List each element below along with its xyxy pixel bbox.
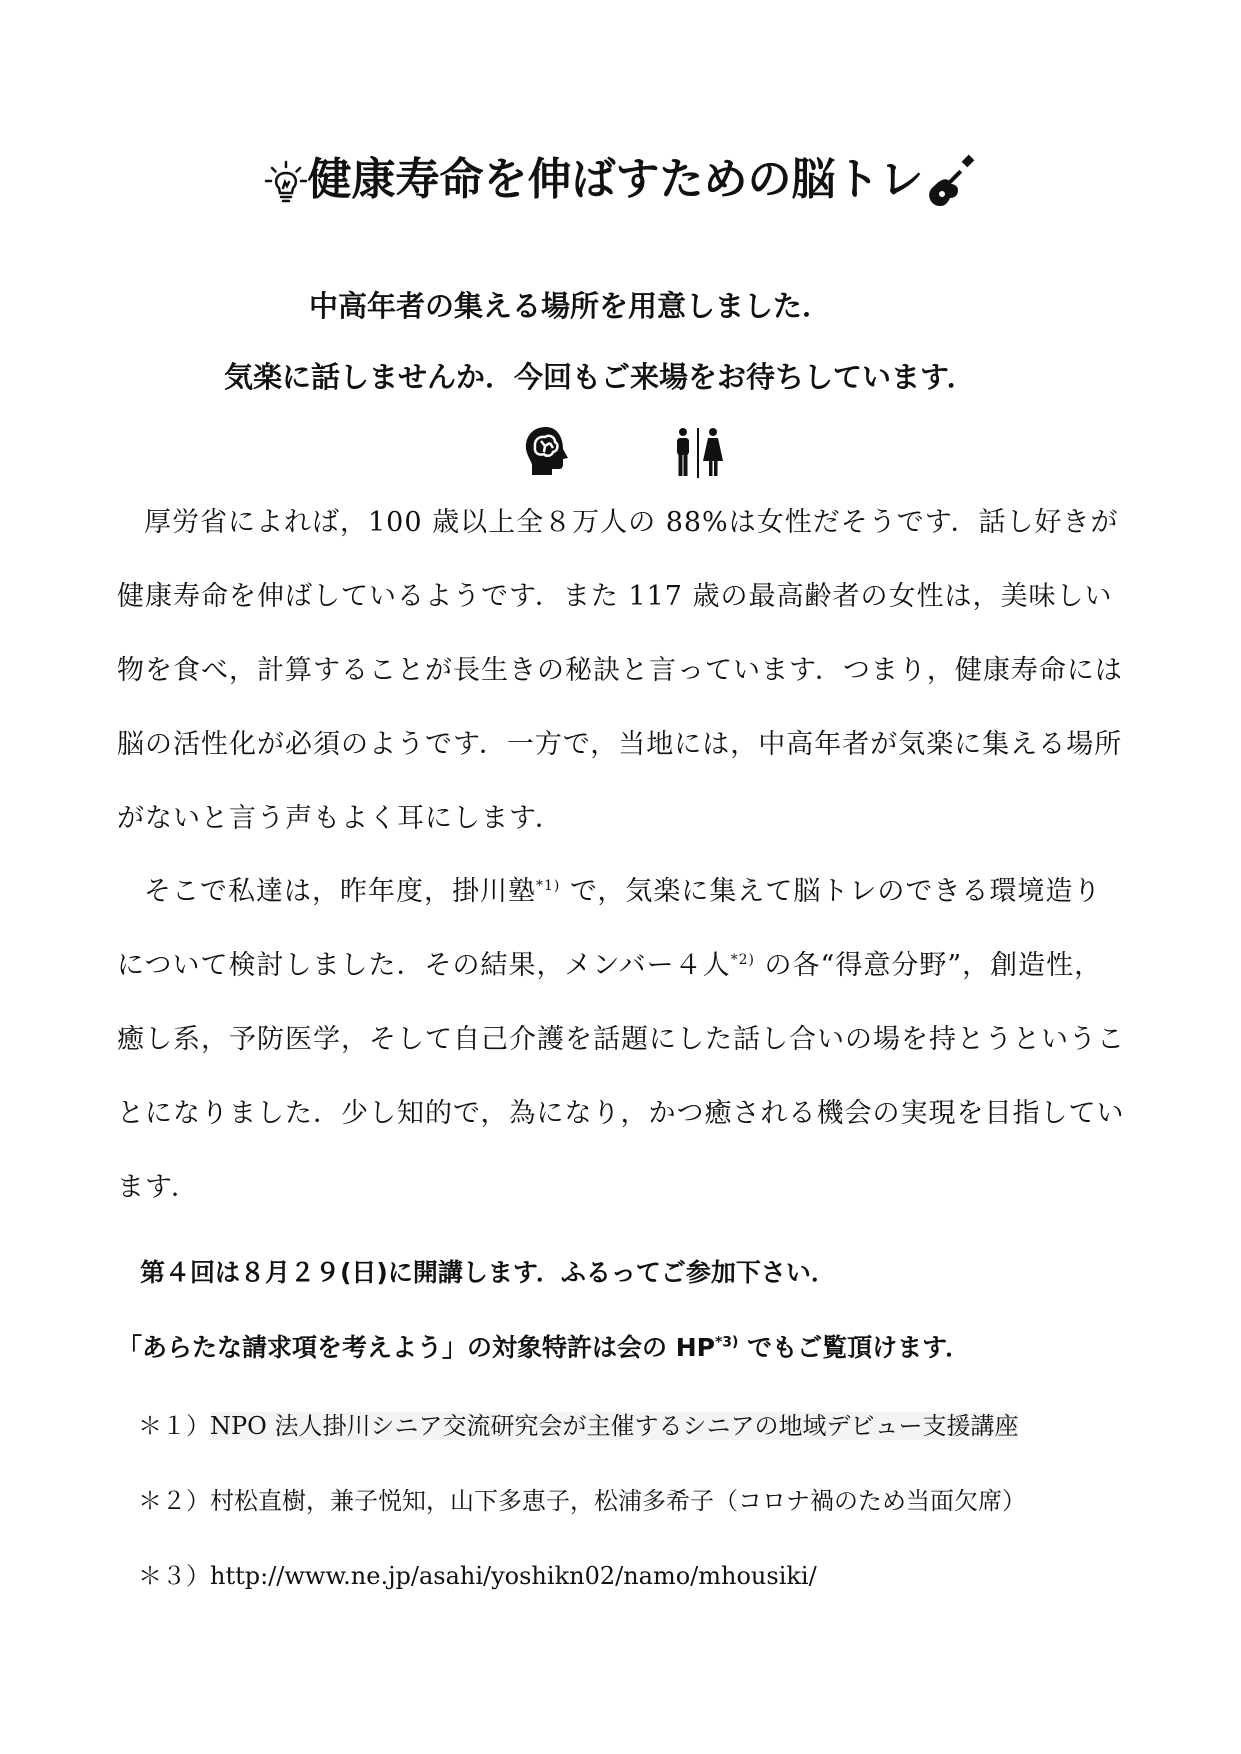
brain-head-icon xyxy=(522,425,572,477)
body-paragraph-2 xyxy=(117,855,1127,1225)
footnote-ref-1: *1) xyxy=(536,878,561,894)
patent-line-part-2: でもご覧頂けます． xyxy=(738,1333,971,1362)
restroom-icon xyxy=(672,427,724,479)
body-paragraph-1 xyxy=(117,486,1127,856)
paragraph-1-text: 厚労省によれば，100 歳以上全８万人の 88%は女性だそうです．話し好きが健康寿命を伸ばしているようです．また 117 歳の最高齢者の女性は，美味しい物を食べ，計算することが長生きの秘訣と言っています．つまり，健康寿命には脳の活性化が必須のようです．一方で，当地には，中高年者が気楽に集える場所がないと言う声もよく耳にします． xyxy=(117,507,1123,834)
guitar-icon xyxy=(924,154,978,210)
footnote-2-label: ＊２） xyxy=(138,1487,210,1515)
page-title xyxy=(0,150,1241,210)
footnote-1 xyxy=(138,1406,1018,1441)
subtitle-1: 中高年者の集える場所を用意しました． xyxy=(309,289,832,323)
patent-line-part-1: 「あらたな請求項を考えよう」の対象特許は会の HP xyxy=(117,1333,715,1362)
footnote-3-url[interactable]: http://www.ne.jp/asahi/yoshikn02/namo/mhousiki/ xyxy=(210,1562,817,1590)
footnote-3 xyxy=(138,1556,817,1591)
footnote-1-text: NPO 法人掛川シニア交流研究会が主催するシニアの地域デビュー支援講座 xyxy=(210,1412,1019,1440)
patent-line xyxy=(117,1328,970,1364)
paragraph-2-part-3: の各“得意分野”，創造性，癒し系，予防医学，そして自己介護を話題にした話し合いの場を持とうということになりました．少し知的で，為になり，かつ癒される機会の実現を目指しています． xyxy=(117,950,1125,1203)
lightbulb-icon xyxy=(264,160,308,204)
subtitle-2: 気楽に話しませんか．今回もご来場をお待ちしています． xyxy=(224,360,976,394)
title-text: 健康寿命を伸ばすための脳トレ xyxy=(307,154,924,205)
footnote-ref-2: *2) xyxy=(730,952,755,968)
paragraph-2-part-2: で，気楽に集えて脳トレのできる環境造りについて検討しました．その結果，メンバー４人 xyxy=(117,876,1102,981)
paragraph-2-part-1: そこで私達は，昨年度，掛川塾 xyxy=(144,876,536,907)
announcement: 第４回は８月２９(日)に開講します．ふるってご参加下さい． xyxy=(140,1258,836,1287)
footnote-2 xyxy=(138,1481,1026,1516)
footnote-2-text: 村松直樹，兼子悦知，山下多恵子，松浦多希子（コロナ禍のため当面欠席） xyxy=(210,1487,1026,1515)
paragraph-2-text xyxy=(117,855,1127,1225)
footnote-1-label: ＊１） xyxy=(138,1412,210,1440)
footnote-3-label: ＊３） xyxy=(138,1562,210,1590)
icon-row xyxy=(0,425,1241,481)
footnote-ref-3: *3) xyxy=(714,1334,739,1351)
